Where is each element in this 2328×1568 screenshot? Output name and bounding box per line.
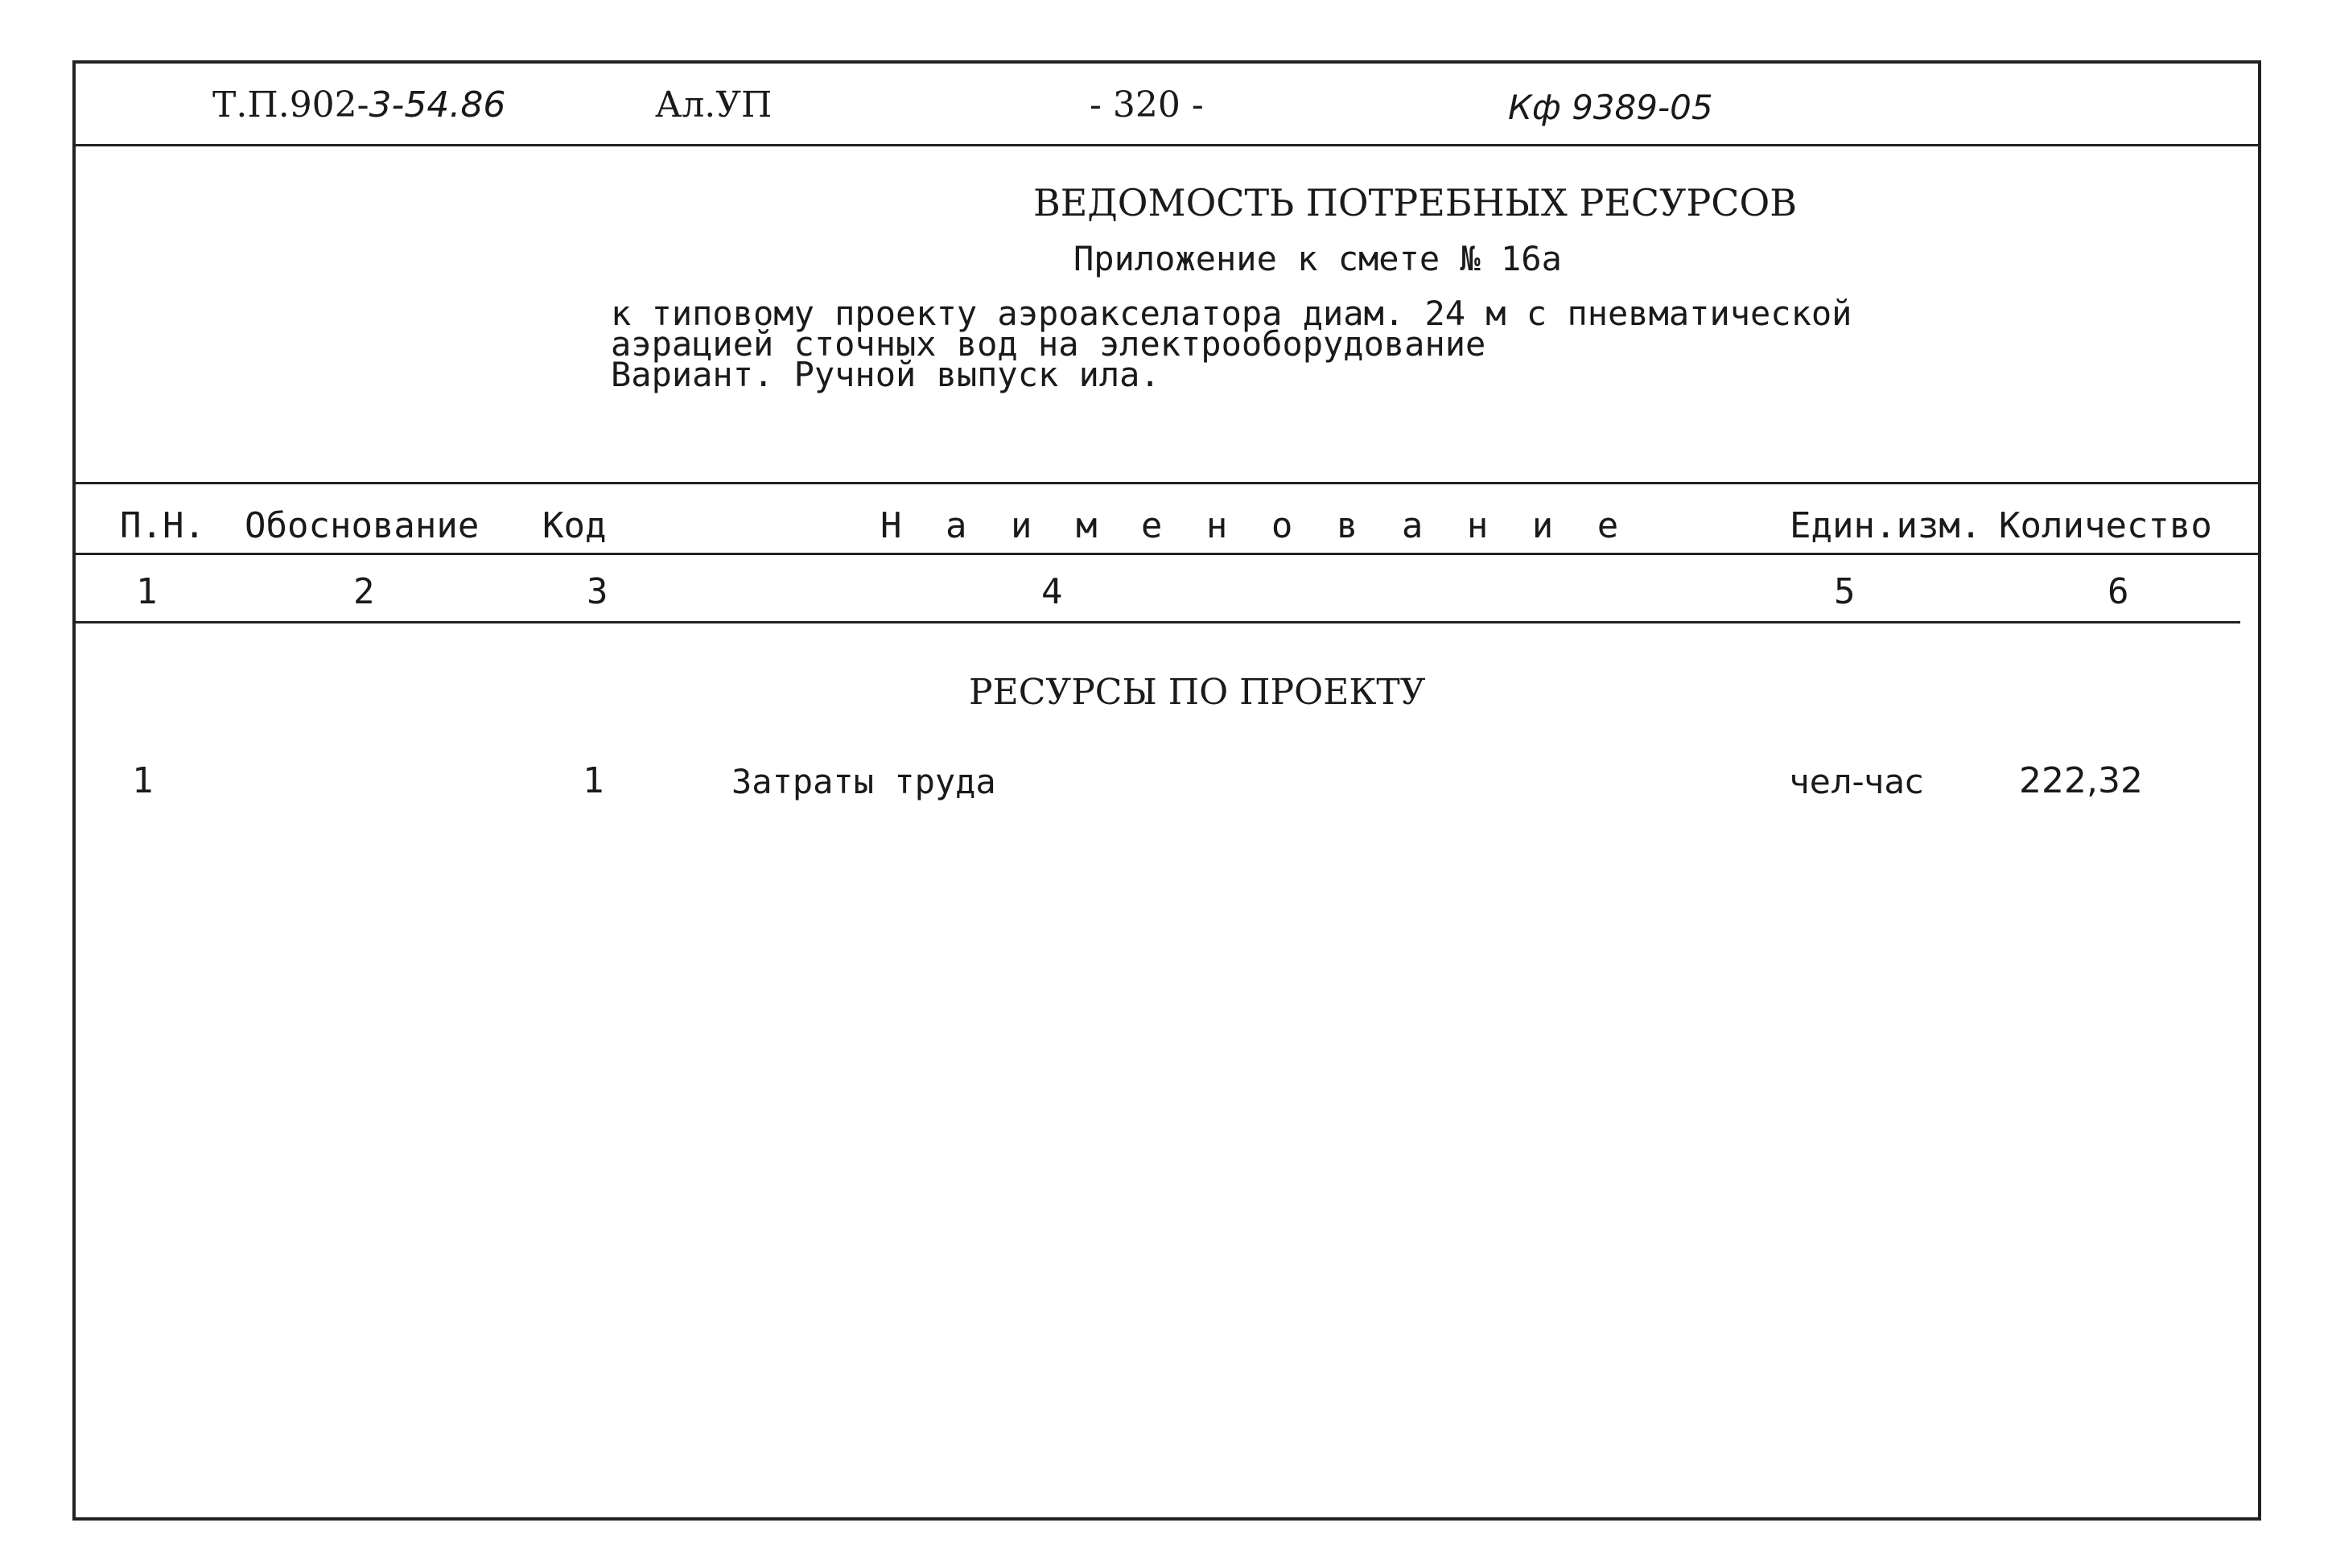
project-code xyxy=(212,84,506,126)
doc-code: Кф 9389-05 xyxy=(1508,88,1713,127)
col-number-6: 6 xyxy=(2108,571,2129,612)
col-number-divider xyxy=(76,621,2240,623)
col-header-basis: Обоснование xyxy=(245,505,480,546)
document-sheet xyxy=(72,60,2261,1521)
row-code: 1 xyxy=(583,760,604,801)
col-number-2: 2 xyxy=(353,571,375,612)
album-number: Ал.УП xyxy=(655,84,773,126)
appendix-line: Приложение к смете № 16а xyxy=(1073,239,1562,278)
description-line-1: к типовому проекту аэроакселатора диам. 24 м с пневматической xyxy=(611,294,1852,333)
project-code-handwritten: 3-54.86 xyxy=(369,84,506,126)
col-header-quantity: Количество xyxy=(1999,505,2212,546)
row-unit: чел-час xyxy=(1790,762,1924,801)
row-name: Затраты труда xyxy=(731,762,996,801)
project-code-prefix: Т.П.902- xyxy=(212,84,369,126)
col-header-pn: П.Н. xyxy=(120,505,205,546)
col-number-4: 4 xyxy=(1041,571,1063,612)
col-number-3: 3 xyxy=(587,571,608,612)
col-header-code: Код xyxy=(542,505,607,546)
row-quantity: 222,32 xyxy=(2019,760,2143,801)
col-number-5: 5 xyxy=(1834,571,1856,612)
document-title: ВЕДОМОСТЬ ПОТРЕБНЫХ РЕСУРСОВ xyxy=(1033,181,1798,224)
section-title: РЕСУРСЫ ПО ПРОЕКТУ xyxy=(969,672,1426,713)
title-divider xyxy=(76,482,2258,484)
description-line-3: Вариант. Ручной выпуск ила. xyxy=(611,355,1160,394)
col-header-divider xyxy=(76,553,2258,555)
description-line-2: аэрацией сточных вод на электрооборудование xyxy=(611,324,1486,364)
page-number: - 320 - xyxy=(1090,84,1204,126)
row-pn: 1 xyxy=(132,760,154,801)
col-number-1: 1 xyxy=(136,571,158,612)
col-header-unit: Един.изм. xyxy=(1790,505,1982,546)
header-divider xyxy=(76,144,2258,146)
col-header-name: Н а и м е н о в а н и е xyxy=(880,505,1630,546)
